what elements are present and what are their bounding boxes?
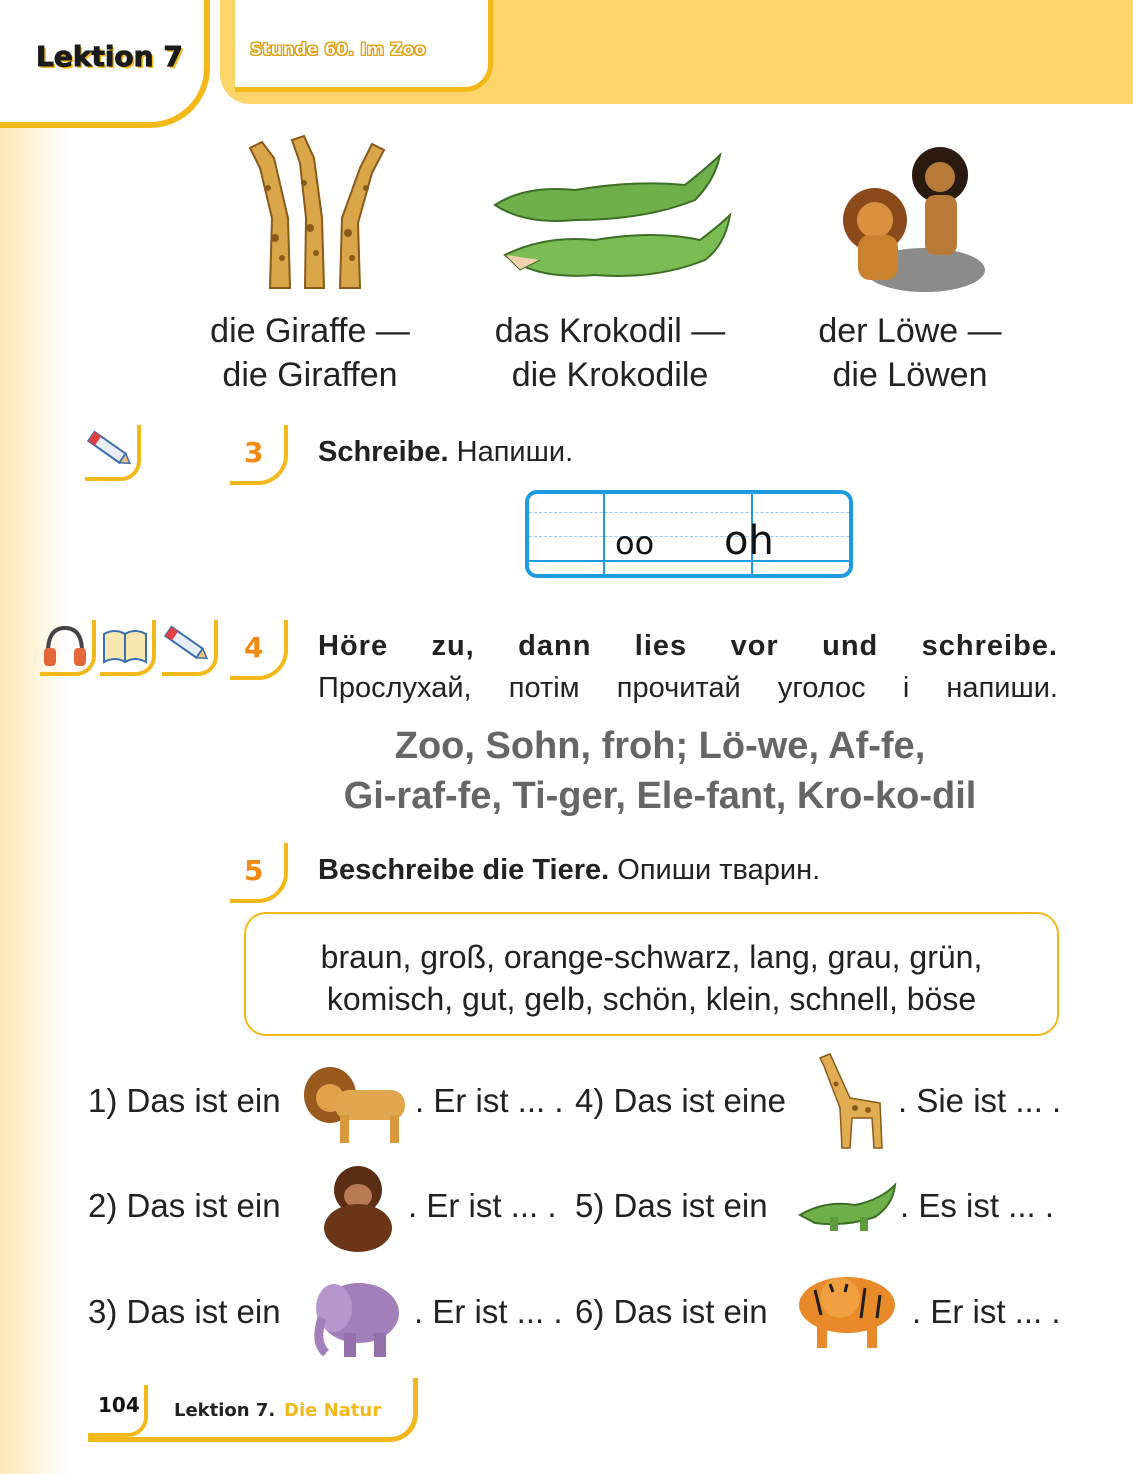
elephant-picture (304, 1268, 414, 1360)
footer-lesson: Lektion 7. (174, 1400, 276, 1421)
task-4-words-line-1: Zoo, Sohn, froh; Lö-we, Af-fe, (394, 725, 926, 767)
giraffe-picture (800, 1048, 900, 1152)
listen-badge (40, 620, 96, 676)
vocab-singular: die Giraffe — (210, 312, 410, 350)
vocab-krokodil (465, 309, 755, 397)
adjectives-line-2: komisch, gut, gelb, schön, klein, schnell, böse (326, 981, 977, 1017)
page-margin-gradient (0, 0, 70, 1474)
task-3-title-de: Schreibe. (318, 436, 449, 468)
write-badge (85, 425, 141, 481)
lion-picture (300, 1060, 415, 1148)
sentence-5-end: . Es ist ... . (900, 1187, 1055, 1224)
sentence-6-start: 6) Das ist ein (575, 1293, 768, 1330)
crocodiles-picture (485, 145, 735, 295)
sentence-1-start: 1) Das ist ein (88, 1082, 281, 1119)
vocab-singular: der Löwe — (818, 312, 1002, 350)
lesson-subtitle: Stunde 60. Im Zoo (250, 40, 426, 60)
task-4-title-de: Höre zu, dann lies vor und schreibe. (318, 630, 1058, 662)
writing-sample-oh: oh (724, 518, 774, 564)
sentence-4-end: . Sie ist ... . (898, 1082, 1062, 1119)
lesson-title: Lektion 7 (36, 40, 183, 73)
writing-baseline (529, 560, 849, 562)
sentence-2-end: . Er ist ... . (408, 1187, 557, 1224)
writing-divider (603, 494, 605, 574)
task-5-number: 5 (244, 854, 264, 887)
crocodile-picture (795, 1165, 905, 1240)
writing-box (525, 490, 853, 578)
sentence-6-end: . Er ist ... . (912, 1293, 1061, 1330)
pencil-icon (85, 425, 135, 475)
sentence-3-end: . Er ist ... . (414, 1293, 563, 1330)
writing-sample-oo: oo (615, 524, 655, 562)
sentence-1-end: . Er ist ... . (415, 1082, 564, 1119)
writing-line (529, 536, 849, 537)
vocab-giraffe (180, 309, 440, 397)
headphones-icon (40, 620, 90, 670)
vocab-plural: die Giraffen (222, 356, 398, 394)
task-5-title (318, 854, 820, 887)
task-4-number: 4 (244, 631, 264, 664)
vocab-loewe (790, 309, 1030, 397)
page-number: 104 (98, 1393, 140, 1417)
read-badge (100, 620, 156, 676)
sentence-3-start: 3) Das ist ein (88, 1293, 281, 1330)
sentence-4-start: 4) Das ist eine (575, 1082, 786, 1119)
task-4-words (280, 721, 1040, 821)
adjectives-line-1: braun, groß, orange-schwarz, lang, grau, grün, (320, 939, 983, 975)
tiger-picture (785, 1260, 910, 1352)
lions-picture (830, 135, 990, 295)
writing-line (529, 512, 849, 513)
sentence-5-start: 5) Das ist ein (575, 1187, 768, 1224)
task-3-title-uk: Напиши. (456, 436, 574, 468)
write-badge (162, 620, 218, 676)
adjective-box (244, 912, 1059, 1036)
footer-topic: Die Natur (284, 1400, 382, 1421)
task-3-number: 3 (244, 436, 264, 469)
sentence-2-start: 2) Das ist ein (88, 1187, 281, 1224)
giraffes-picture (230, 128, 400, 298)
task-4-words-line-2: Gi-raf-fe, Ti-ger, Ele-fant, Kro-ko-dil (343, 775, 977, 817)
task-5-title-de: Beschreibe die Tiere. (318, 854, 610, 886)
book-icon (100, 620, 150, 670)
pencil-icon (162, 620, 212, 670)
task-5-title-uk: Опиши тварин. (617, 854, 821, 886)
vocab-plural: die Krokodile (511, 356, 709, 394)
vocab-singular: das Krokodil — (494, 312, 726, 350)
task-4-title-uk: Прослухай, потім прочитай уголос і напиши. (318, 672, 1058, 704)
task-3-title (318, 436, 573, 469)
vocab-plural: die Löwen (832, 356, 988, 394)
monkey-picture (310, 1162, 410, 1254)
